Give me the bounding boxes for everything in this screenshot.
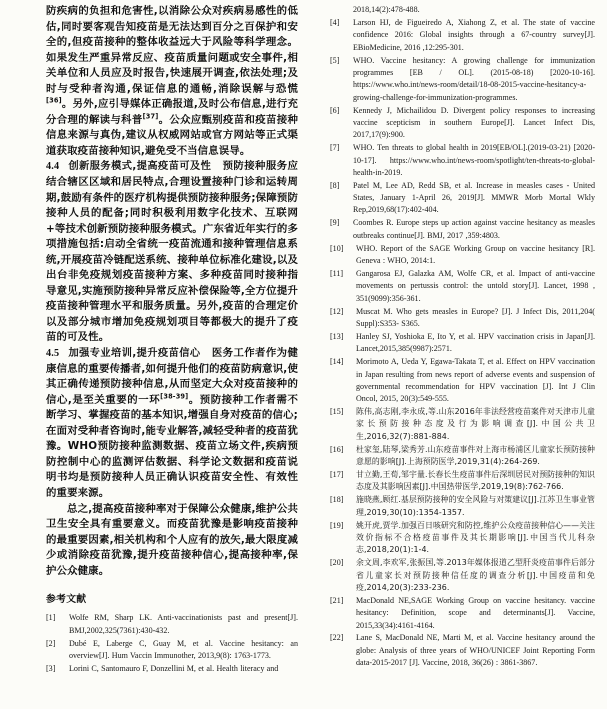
reference-number: [17] (330, 470, 344, 480)
reference-item (46, 663, 298, 675)
reference-number: [14] (330, 357, 344, 367)
reference-text: Lorini C, Santomauro F, Donzellini M, et al. Health literacy and (69, 663, 279, 673)
reference-text: Hanley SJ, Yoshioka E, Ito Y, et al. HPV vaccination crisis in Japan[J]. Lancet,2015,385(9987):2571. (356, 331, 595, 354)
reference-item (330, 632, 595, 669)
reference-text: 余文周,李欢军,张振国,等.2013年媒体报道乙型肝炎疫苗事件后部分省儿童家长对预防接种信任度的调查分析[J].中国疫苗和免疫,2014,20(3):233-236. (356, 558, 595, 592)
paragraph-text-part3: 。公众应甄别疫苗和疫苗接种信息来源与真伪,建议从权威网站或官方网站等正式渠道获取疫苗接种知识,避免受不当信息误导。 (46, 113, 298, 157)
reference-number: [22] (330, 633, 344, 643)
reference-text: Larson HJ, de Figueiredo A, Xiahong Z, et al. The state of vaccine confidence 2016: Global insights through a 67-country survey[J]. EBioMedicine, 2016 ,12:295-301. (353, 17, 595, 52)
reference-number: [12] (330, 306, 344, 316)
section-4-5-body-part2: 。预防接种工作者需不断学习、掌握疫苗的基本知识,增强自身对疫苗的信心;在面对受种者咨询时,能专业解答,减轻受种者的疫苗犹豫。WHO预防接种监测数据、疫苗立场文件,疾病预防控制中心的监测评估数据、科学论文数据和疫苗说明书均是预防接种人员正确认识疫苗安全性、有效性的重要来源。 (46, 393, 298, 499)
references-list-right (330, 17, 595, 670)
right-column (302, 4, 607, 709)
paragraph-text-part2: 。另外,应引导媒体正确报道,及时公布信息,进行充分合理的解读与科普 (46, 98, 298, 126)
reference-item (46, 638, 298, 663)
reference-number: [8] (330, 180, 340, 190)
reference-item (330, 557, 595, 594)
paragraph-continued (46, 4, 298, 159)
paragraph-text-part1: 防疾病的负担和危害性,以消除公众对疾病易感性的低估,同时要客观告知疫苗是无法达到百分之百保护和安全的,但疫苗接种的整体收益远大于风险等科学理念。如果发生严重异常反应、疫苗质量问题或安全事件,相关单位和人员应及时报告,快速展开调查,依法处理;及时与受种者沟通,保证信息的通畅,消除误解与恐慌 (46, 5, 298, 95)
reference-number: [18] (330, 495, 344, 505)
section-4-5-number: 4.5 (46, 348, 60, 360)
left-column (0, 4, 302, 709)
reference-item (330, 331, 595, 356)
reference-text: Coombes R. Europe steps up action against vaccine hesitancy as measles outbreaks continue[J]. BMJ, 2017 ,359:4803. (353, 218, 595, 240)
reference-text: 甘立勤,王荀,邹宇量.长春长生疫苗事件后深圳居民对预防接种的知识态度及其影响因素[J].中国热带医学,2019,19(8):762-766. (356, 470, 595, 492)
reference-number: [13] (330, 331, 344, 341)
references-heading: 参考文献 (46, 594, 87, 606)
reference-number: [3] (46, 663, 56, 673)
reference-text: Muscat M. Who gets measles in Europe? [J]. J Infect Dis, 2011,204( Suppl):S353- S365. (356, 306, 595, 328)
reference-text: 施晓燕,顾红.基层预防接种的安全风险与对策建议[J].江苏卫生事业管理,2019,30(10):1354-1357. (356, 495, 595, 517)
reference-number: [11] (330, 268, 344, 278)
reference-text: 陈伟,高志刚,李永成,等.山东2016年非法经营疫苗案件对天津市儿童家长预防接种态度及行为影响调查[J].中国公共卫生,2016,32(7):881-884. (356, 407, 595, 441)
reference-text: WHO. Report of the SAGE Working Group on vaccine hesitancy [R]. Geneva : WHO, 2014:1. (356, 243, 595, 266)
reference-item (330, 356, 595, 405)
section-4-4 (46, 159, 298, 346)
reference-item (330, 217, 595, 242)
reference-text: Gangarosa EJ, Galazka AM, Wolfe CR, et al. Impact of anti-vaccine movements on pertussis control: the untold story[J]. Lancet, 1998 , 351(9099):356-361. (356, 268, 595, 303)
conclusion-paragraph: 总之,提高疫苗接种率对于保障公众健康,维护公共卫生安全具有重要意义。而疫苗犹豫是影响疫苗接种的最重要因素,相关机构和个人应有的放矢,最大限度减少或消除疫苗犹豫,提升疫苗接种信心,提高接种率,保护公众健康。 (46, 502, 298, 577)
reference-number: [15] (330, 407, 344, 417)
reference-number: [5] (330, 55, 340, 65)
reference-number: [10] (330, 243, 344, 253)
reference-text: Lane S, MacDonald NE, Marti M, et al. Vaccine hesitancy around the globe: Analysis of three years of WHO/UNICEF Joint Reporting Form data-2015-2017 [J]. Vaccine, 2018, 36(26) : 3861-3867. (356, 633, 595, 668)
reference-text: 杜家玺,陆琴,梁秀芳.山东疫苗事件对上海市杨浦区儿童家长预防接种意愿的影响[J].上海预防医学,2019,31(4):264-269. (356, 444, 595, 467)
reference-text: WHO. Ten threats to global health in 2019[EB/OL].(2019-03-21) [2020-10-17]. https://www.who.int/news-room/spotlight/ten-threats-to-global-health-in-2019. (353, 143, 595, 177)
reference-item (330, 595, 595, 632)
reference-item (330, 469, 595, 494)
reference-text: Dubé E, Laberge C, Guay M, et al. Vaccine hesitancy: an overview[J]. Hum Vaccin Immunother, 2013,9(8): 1763-1773. (69, 638, 298, 660)
references-list-left (46, 612, 298, 675)
reference-continuation-line: 2018,14(2):478-488. (353, 5, 420, 14)
section-4-4-number: 4.4 (46, 161, 60, 173)
reference-number: [19] (330, 520, 344, 530)
section-4-4-title: 创新服务模式,提高疫苗可及性 (68, 161, 212, 173)
reference-item (330, 406, 595, 443)
reference-number: [1] (46, 613, 56, 623)
section-4-5 (46, 346, 298, 501)
reference-item (330, 268, 595, 305)
reference-item (330, 243, 595, 268)
reference-text: Patel M, Lee AD, Redd SB, et al. Increase in measles cases - United States, January 1-April 26, 2019[J]. MMWR Morb Mortal Wkly Rep,2019,68(17):402-404. (353, 180, 595, 215)
reference-item (330, 180, 595, 217)
reference-number: [7] (330, 143, 340, 153)
reference-number: [4] (330, 17, 340, 27)
citation-ref-38-39: [38-39] (160, 392, 189, 401)
reference-number: [21] (330, 595, 344, 605)
reference-text: 姚开虎,贾学.加强百日咳研究和防控,维护公众疫苗接种信心——关注效价指标不合格疫苗事件及其长期影响[J].中国当代儿科杂志,2018,20(1):1-4. (356, 520, 595, 555)
reference-item (330, 142, 595, 179)
reference-item (46, 612, 298, 637)
reference-text: WHO. Vaccine hesitancy: A growing challenge for immunization programmes [EB / OL]. (2015-08-18) [2020-10-16]. https://www.who.int/news-room/detail/18-08-2015-vaccine-hesitancy-a-growing-challenge-for-immunization-programmes. (353, 55, 595, 102)
reference-number: [20] (330, 558, 344, 568)
reference-number: [6] (330, 105, 340, 115)
reference-item (330, 105, 595, 142)
reference-number: [16] (330, 444, 344, 454)
section-4-5-body-part1: 医务工作者作为健康信息的重要传播者,如何提升他们的疫苗防病意识,使其正确传递预防接种信息,从而坚定大众对疫苗接种的信心,是至关重要的一环 (46, 347, 298, 406)
reference-number: [9] (330, 218, 340, 228)
reference-text: Morimoto A, Ueda Y, Egawa-Takata T, et al. Effect on HPV vaccination in Japan resulting from news report of adverse events and suspension of governmental recommendation for HPV vaccination [J]. Int J Clin Oncol, 2015, 20(3):549-555. (356, 357, 595, 404)
section-4-5-title: 加强专业培训,提升疫苗信心 (68, 348, 201, 360)
reference-item (330, 306, 595, 331)
section-4-4-body: 预防接种服务应结合辖区区域和居民特点,合理设置接种门诊和运转周期,鼓励有条件的医疗机构提供预防接种服务;保障预防接种人员的配备;同时积极利用数字化技术、互联网+等技术创新预防接种服务模式。广东省近年实行的多项措施包括:启动全省统一疫苗流通和接种管理信息系统,开展疫苗冷链配送系统、接种单位标准化建设,以及出台非免疫规划疫苗接种方案、多种疫苗同时接种指导意见,实施预防接种异常反应补偿保险等,全方位提升疫苗接种管理水平和服务质量。另外,疫苗的合理定价以及部分城市增加免疫规划项目等都极大的提升了疫苗的可及性。 (46, 160, 298, 344)
reference-item (330, 444, 595, 469)
reference-number: [2] (46, 638, 56, 648)
citation-ref-36: [36] (46, 96, 62, 105)
reference-item (330, 17, 595, 54)
reference-item (330, 520, 595, 557)
reference-item (330, 55, 595, 104)
reference-text: Kennedy J, Michailidou D. Divergent policy responses to increasing vaccine scepticism in southern Europe[J]. Lancet Infect Dis, 2017,17(9):900. (353, 105, 595, 140)
reference-text: Wolfe RM, Sharp LK. Anti-vaccinationists past and present[J]. BMJ,2002,325(7361):430-432. (69, 613, 298, 635)
reference-text: MacDonald NE,SAGE Working Group on vaccine hesitancy. vaccine hesitancy: Definition, scope and determinants[J]. Vaccine, 2015,33(34):4161-4164. (356, 595, 595, 630)
reference-item (330, 494, 595, 519)
citation-ref-37: [37] (142, 112, 159, 121)
